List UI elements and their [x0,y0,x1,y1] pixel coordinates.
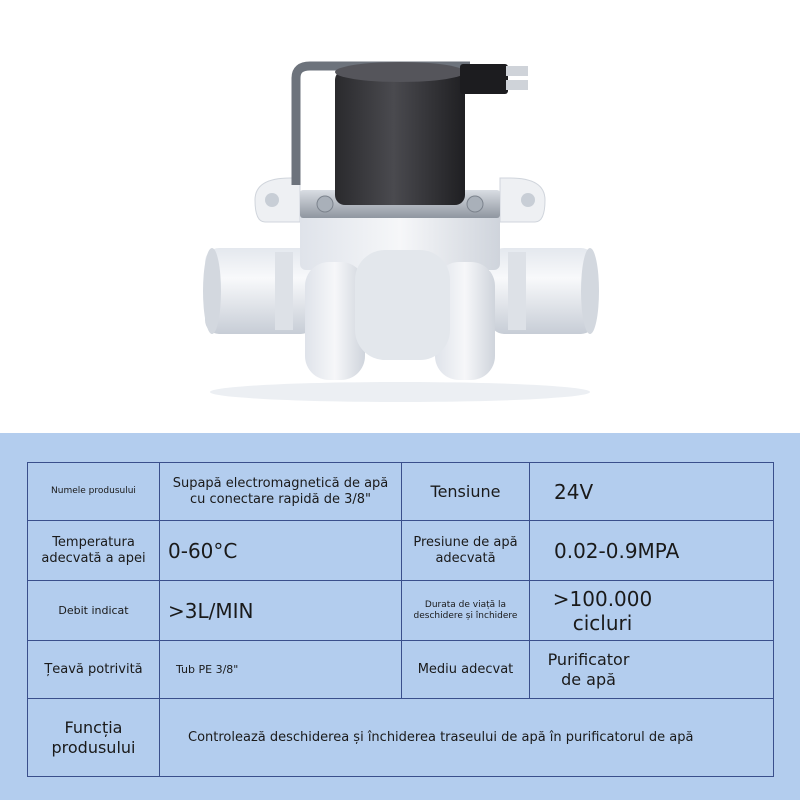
spec-label-pipe: Țeavă potrivită [28,641,160,699]
spec-value-pipe: Tub PE 3/8" [160,641,402,699]
spec-label-medium: Mediu adecvat [402,641,530,699]
spec-value-flow-rate: >3L/MIN [160,581,402,641]
table-row [28,521,774,581]
spec-panel [0,433,800,800]
spec-label-voltage: Tensiune [402,463,530,521]
spec-value-function: Controlează deschiderea și închiderea traseului de apă în purificatorul de apă [160,699,774,777]
spec-value-voltage: 24V [530,463,774,521]
table-row [28,699,774,777]
table-row [28,641,774,699]
spec-value-product-name: Supapă electromagnetică de apă cu conectare rapidă de 3/8" [160,463,402,521]
spec-value-medium: Purificator de apă [530,641,774,699]
spec-label-flow-rate: Debit indicat [28,581,160,641]
spec-value-lifetime: >100.000 cicluri [530,581,774,641]
spec-label-lifetime: Durata de viață la deschidere și închidere [402,581,530,641]
table-row [28,581,774,641]
spec-table [27,462,774,777]
spec-value-water-pressure: 0.02-0.9MPA [530,521,774,581]
table-row [28,463,774,521]
spec-label-water-temperature: Temperatura adecvată a apei [28,521,160,581]
spec-label-product-name: Numele produsului [28,463,160,521]
spec-label-function: Funcția produsului [28,699,160,777]
spec-value-water-temperature: 0-60°C [160,521,402,581]
spec-label-water-pressure: Presiune de apă adecvată [402,521,530,581]
